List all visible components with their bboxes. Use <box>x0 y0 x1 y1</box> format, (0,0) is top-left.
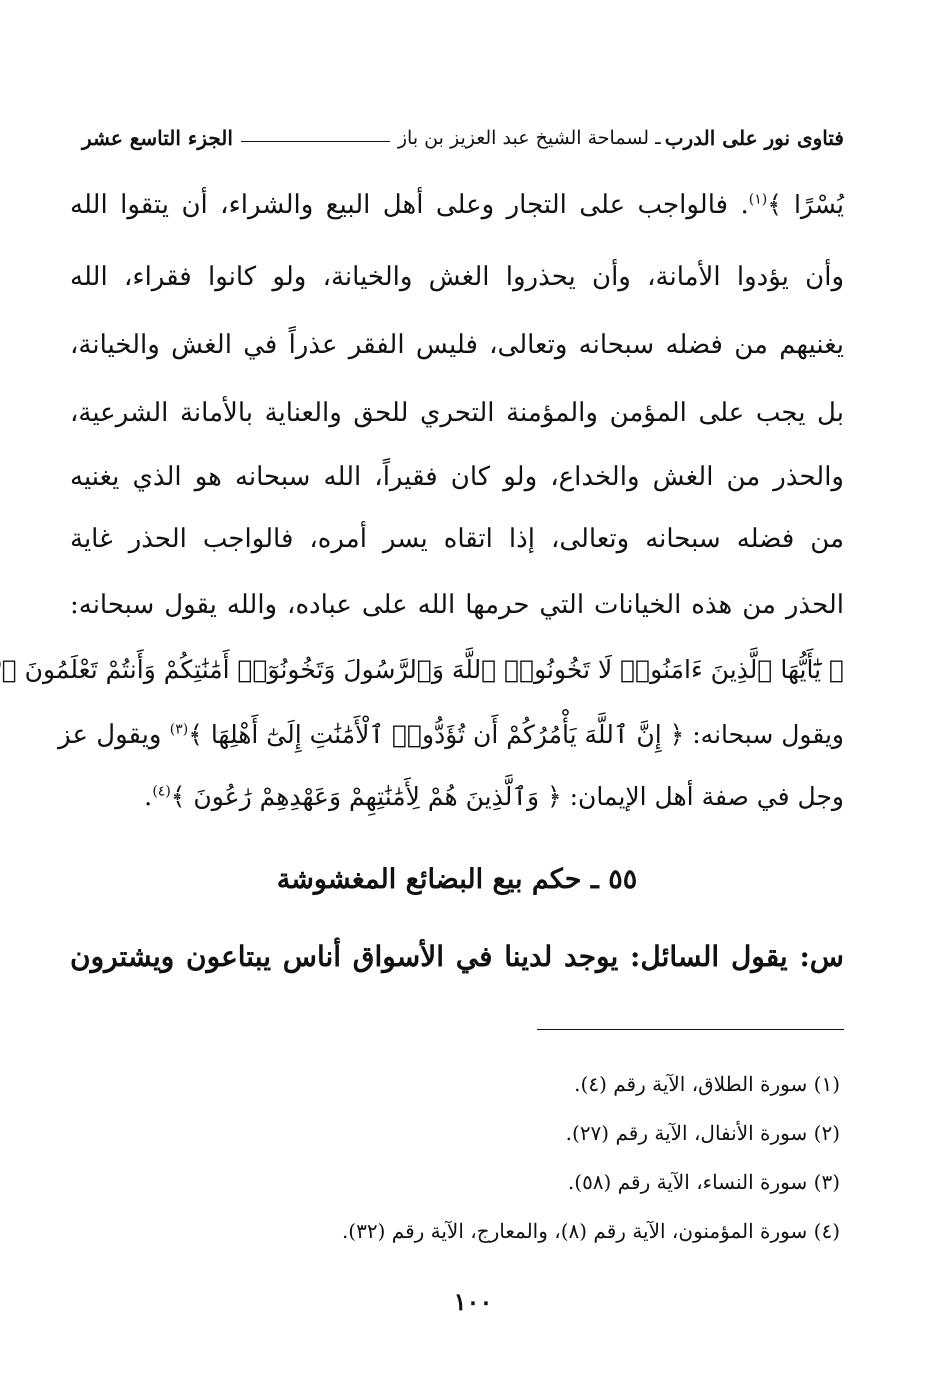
body-line-4: بل يجب على المؤمن والمؤمنة التحري للحق والعناية بالأمانة الشرعية، <box>70 398 844 428</box>
header-rule <box>241 141 390 142</box>
body-line-1: يُسْرًا ﴾$^{(١)}$. فالواجب على التجار وعلى أهل البيع والشراء، أن يتقوا الله <box>70 190 844 220</box>
section-heading: ٥٥ ـ حكم بيع البضائع المغشوشة <box>276 864 638 895</box>
footnote-ref: (٣) <box>169 721 189 738</box>
author-name: ـ لسماحة الشيخ عبد العزيز بن باز <box>397 127 661 149</box>
body-line-10: وجل في صفة أهل الإيمان: ﴿ وَٱلَّذِينَ هُمْ لِأَمَٰنَٰتِهِمْ وَعَهْدِهِمْ رَٰعُونَ ﴾$^{(٤)}$. <box>144 782 844 812</box>
part-label: الجزء التاسع عشر <box>82 126 233 150</box>
footnote-4: (٤) سورة المؤمنون، الآية رقم (٨)، والمعارج، الآية رقم (٣٢). <box>341 1219 840 1243</box>
body-line-2: وأن يؤدوا الأمانة، وأن يحذروا الغش والخيانة، ولو كانوا فقراء، الله <box>70 262 844 292</box>
page-number: ١٠٠ <box>453 1287 493 1316</box>
footnote-2: (٢) سورة الأنفال، الآية رقم (٢٧). <box>565 1121 840 1145</box>
quran-verse-line: ﴿ يَٰٓأَيُّهَا ٱلَّذِينَ ءَامَنُوا۟ لَا تَخُونُوا۟ ٱللَّهَ وَٱلرَّسُولَ وَتَخُونُوٓا۟ أَمَٰنَٰتِكُمْ وَأَنتُمْ تَعْلَمُونَ ﴾ <box>70 645 844 695</box>
book-title: فتاوى نور على الدرب <box>664 126 844 150</box>
footnote-3: (٣) سورة النساء، الآية رقم (٥٨). <box>567 1170 840 1194</box>
footnote-ref: (٤) <box>152 783 171 800</box>
body-line-6: من فضله سبحانه وتعالى، إذا اتقاه يسر أمره، فالواجب الحذر غاية <box>70 524 844 554</box>
body-line-3: يغنيهم من فضله سبحانه وتعالى، فليس الفقر عذراً في الغش والخيانة، <box>70 330 844 360</box>
footnotes <box>100 1060 840 1256</box>
footnote-1: (١) سورة الطلاق، الآية رقم (٤). <box>574 1072 840 1096</box>
running-header <box>82 118 844 158</box>
question-line: س: يقول السائل: يوجد لدينا في الأسواق أناس يبتاعون ويشترون <box>70 940 844 973</box>
body-line-9: ويقول سبحانه: ﴿ إِنَّ ٱللَّهَ يَأْمُرُكُمْ أَن تُؤَدُّوا۟ ٱلْأَمَٰنَٰتِ إِلَىٰٓ أَهْلِهَا ﴾$^{(٣)}$ ويقول عز <box>58 720 844 750</box>
footnote-separator <box>537 1029 844 1030</box>
body-line-5: والحذر من الغش والخداع، ولو كان فقيراً، الله سبحانه هو الذي يغنيه <box>70 462 844 492</box>
body-line-7: الحذر من هذه الخيانات التي حرمها الله على عباده، والله يقول سبحانه: <box>70 590 844 620</box>
footnote-ref: (١) <box>748 191 768 208</box>
